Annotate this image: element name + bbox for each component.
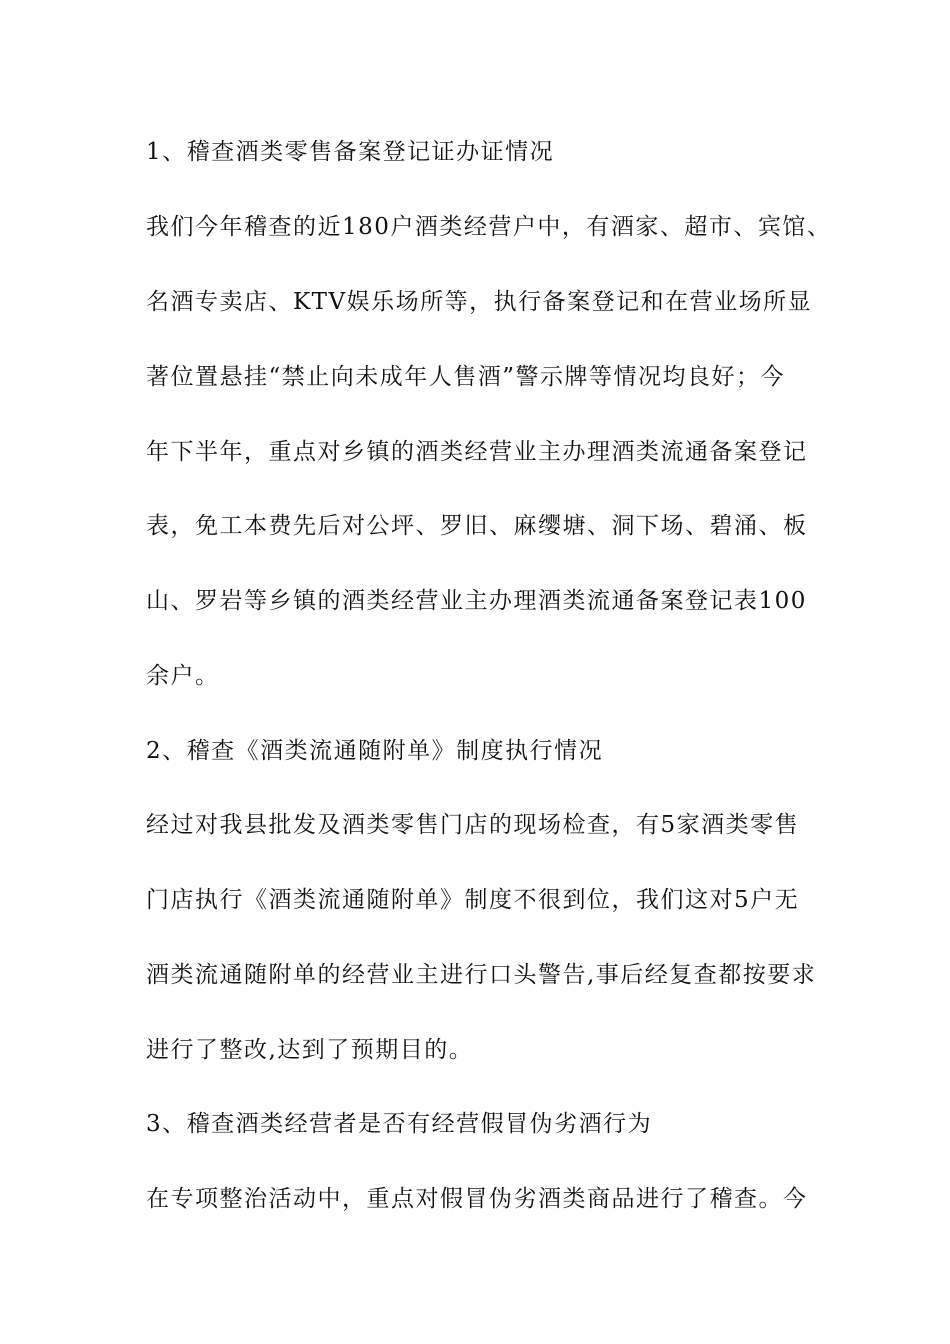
paragraph-line: 酒类流通随附单的经营业主进行口头警告,事后经复查都按要求 xyxy=(146,962,817,988)
paragraph-line: 表，免工本费先后对公坪、罗旧、麻缨塘、洞下场、碧涌、板 xyxy=(146,513,808,539)
paragraph-line: 进行了整改,达到了预期目的。 xyxy=(146,1037,474,1063)
section-heading-1: 1、稽查酒类零售备案登记证办证情况 xyxy=(146,139,555,165)
section-heading-2: 2、稽查《酒类流通随附单》制度执行情况 xyxy=(146,738,604,764)
section-heading-3: 3、稽查酒类经营者是否有经营假冒伪劣酒行为 xyxy=(146,1111,653,1137)
paragraph-line: 年下半年，重点对乡镇的酒类经营业主办理酒类流通备案登记 xyxy=(146,439,808,465)
paragraph-line: 在专项整治活动中，重点对假冒伪劣酒类商品进行了稽查。今 xyxy=(146,1186,808,1212)
paragraph-line: 我们今年稽查的近180户酒类经营户中，有酒家、超市、宾馆、 xyxy=(146,214,832,240)
paragraph-line: 著位置悬挂“禁止向未成年人售酒”警示牌等情况均良好；今 xyxy=(146,364,786,390)
paragraph-line: 名酒专卖店、KTV娱乐场所等，执行备案登记和在营业场所显 xyxy=(146,289,813,315)
paragraph-line: 经过对我县批发及酒类零售门店的现场检查，有5家酒类零售 xyxy=(146,812,800,838)
paragraph-line: 余户。 xyxy=(146,663,220,689)
paragraph-line: 门店执行《酒类流通随附单》制度不很到位，我们这对5户无 xyxy=(146,887,800,913)
paragraph-line: 山、罗岩等乡镇的酒类经营业主办理酒类流通备案登记表100 xyxy=(146,588,807,614)
